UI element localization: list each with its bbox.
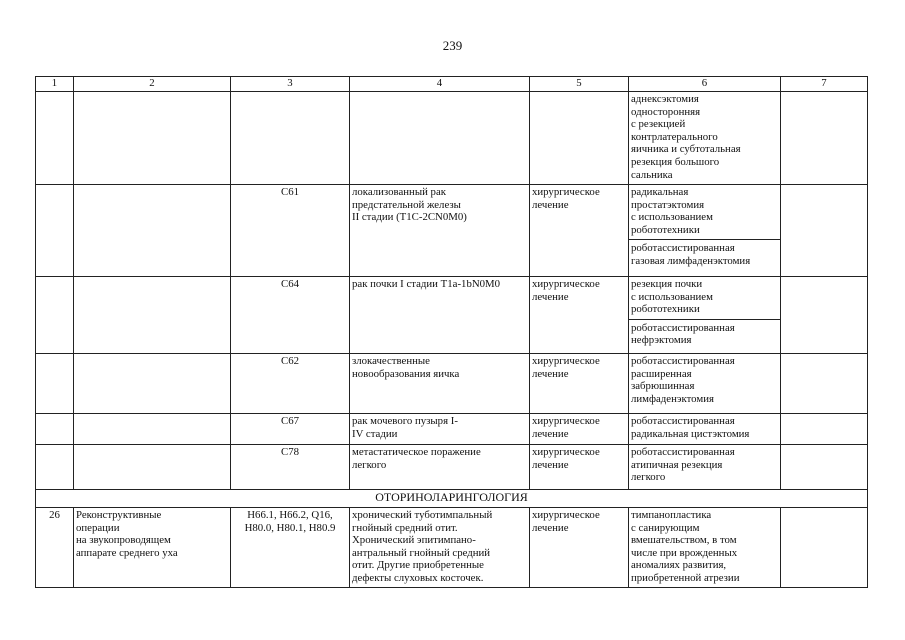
cell-treatment-type: хирургическое лечение xyxy=(530,508,629,588)
cell-method: аднексэктомия односторонняя с резекцией контрлатерального яичника и субтотальная резекция большого сальника xyxy=(629,92,781,185)
cell-method xyxy=(629,185,781,277)
cell-extra xyxy=(781,354,868,414)
cell-treatment-type: хирургическое лечение xyxy=(530,414,629,445)
cell-extra xyxy=(781,92,868,185)
page-number: 239 xyxy=(442,38,463,53)
cell-diagnosis: рак почки I стадии T1a-1bN0M0 xyxy=(350,277,530,354)
cell-method xyxy=(629,277,781,354)
cell-name xyxy=(74,185,231,277)
cell-number xyxy=(36,414,74,445)
cell-extra xyxy=(781,277,868,354)
cell-diagnosis xyxy=(350,92,530,185)
cell-name xyxy=(74,354,231,414)
column-header: 1 xyxy=(36,77,74,92)
cell-diagnosis: рак мочевого пузыря I- IV стадии xyxy=(350,414,530,445)
cell-codes: C61 xyxy=(231,185,350,277)
method-option: радикальная простатэктомия с использованием робототехники xyxy=(631,186,713,236)
cell-name xyxy=(74,445,231,490)
table-row xyxy=(36,445,868,490)
cell-number xyxy=(36,185,74,277)
column-header: 7 xyxy=(781,77,868,92)
column-header: 6 xyxy=(629,77,781,92)
cell-method: роботассистированная радикальная цистэктомия xyxy=(629,414,781,445)
table-row xyxy=(36,185,868,277)
section-title: ОТОРИНОЛАРИНГОЛОГИЯ xyxy=(36,490,868,508)
method-option: роботассистированная нефрэктомия xyxy=(629,319,780,347)
table-row xyxy=(36,277,868,354)
treatment-table xyxy=(35,76,868,588)
cell-diagnosis: локализованный рак предстательной железы II стадии (T1C-2CN0M0) xyxy=(350,185,530,277)
method-option: резекция почки с использованием робототехники xyxy=(631,278,713,316)
section-row xyxy=(36,490,868,508)
table-row xyxy=(36,354,868,414)
cell-name xyxy=(74,414,231,445)
column-header: 5 xyxy=(530,77,629,92)
cell-extra xyxy=(781,508,868,588)
cell-number xyxy=(36,445,74,490)
table-row xyxy=(36,414,868,445)
column-header: 4 xyxy=(350,77,530,92)
cell-diagnosis: хронический туботимпальный гнойный средний отит. Хронический эпитимпано- антральный гнойный средний отит. Другие приобретенные дефекты слуховых косточек. xyxy=(350,508,530,588)
column-number-header xyxy=(36,77,868,92)
cell-treatment-type: хирургическое лечение xyxy=(530,354,629,414)
cell-treatment-type: хирургическое лечение xyxy=(530,445,629,490)
cell-diagnosis: злокачественные новообразования яичка xyxy=(350,354,530,414)
cell-name xyxy=(74,92,231,185)
column-header: 3 xyxy=(231,77,350,92)
cell-treatment-type: хирургическое лечение xyxy=(530,277,629,354)
cell-number xyxy=(36,354,74,414)
cell-number: 26 xyxy=(36,508,74,588)
cell-extra xyxy=(781,414,868,445)
cell-number xyxy=(36,92,74,185)
cell-treatment-type xyxy=(530,92,629,185)
cell-name xyxy=(74,277,231,354)
column-header: 2 xyxy=(74,77,231,92)
cell-treatment-type: хирургическое лечение xyxy=(530,185,629,277)
cell-codes: C67 xyxy=(231,414,350,445)
cell-extra xyxy=(781,185,868,277)
cell-diagnosis: метастатическое поражение легкого xyxy=(350,445,530,490)
cell-method: роботассистированная атипичная резекция легкого xyxy=(629,445,781,490)
table-row xyxy=(36,92,868,185)
cell-codes: C64 xyxy=(231,277,350,354)
method-option: роботассистированная газовая лимфаденэктомия xyxy=(629,239,780,267)
table-row xyxy=(36,508,868,588)
cell-codes: H66.1, H66.2, Q16, H80.0, H80.1, H80.9 xyxy=(231,508,350,588)
cell-method: тимпанопластика с санирующим вмешательством, в том числе при врожденных аномалиях развития, приобретенной атрезии xyxy=(629,508,781,588)
cell-codes: C78 xyxy=(231,445,350,490)
cell-method: роботассистированная расширенная забрюшинная лимфаденэктомия xyxy=(629,354,781,414)
cell-number xyxy=(36,277,74,354)
cell-name: Реконструктивные операции на звукопроводящем аппарате среднего уха xyxy=(74,508,231,588)
cell-codes xyxy=(231,92,350,185)
cell-codes: C62 xyxy=(231,354,350,414)
cell-extra xyxy=(781,445,868,490)
